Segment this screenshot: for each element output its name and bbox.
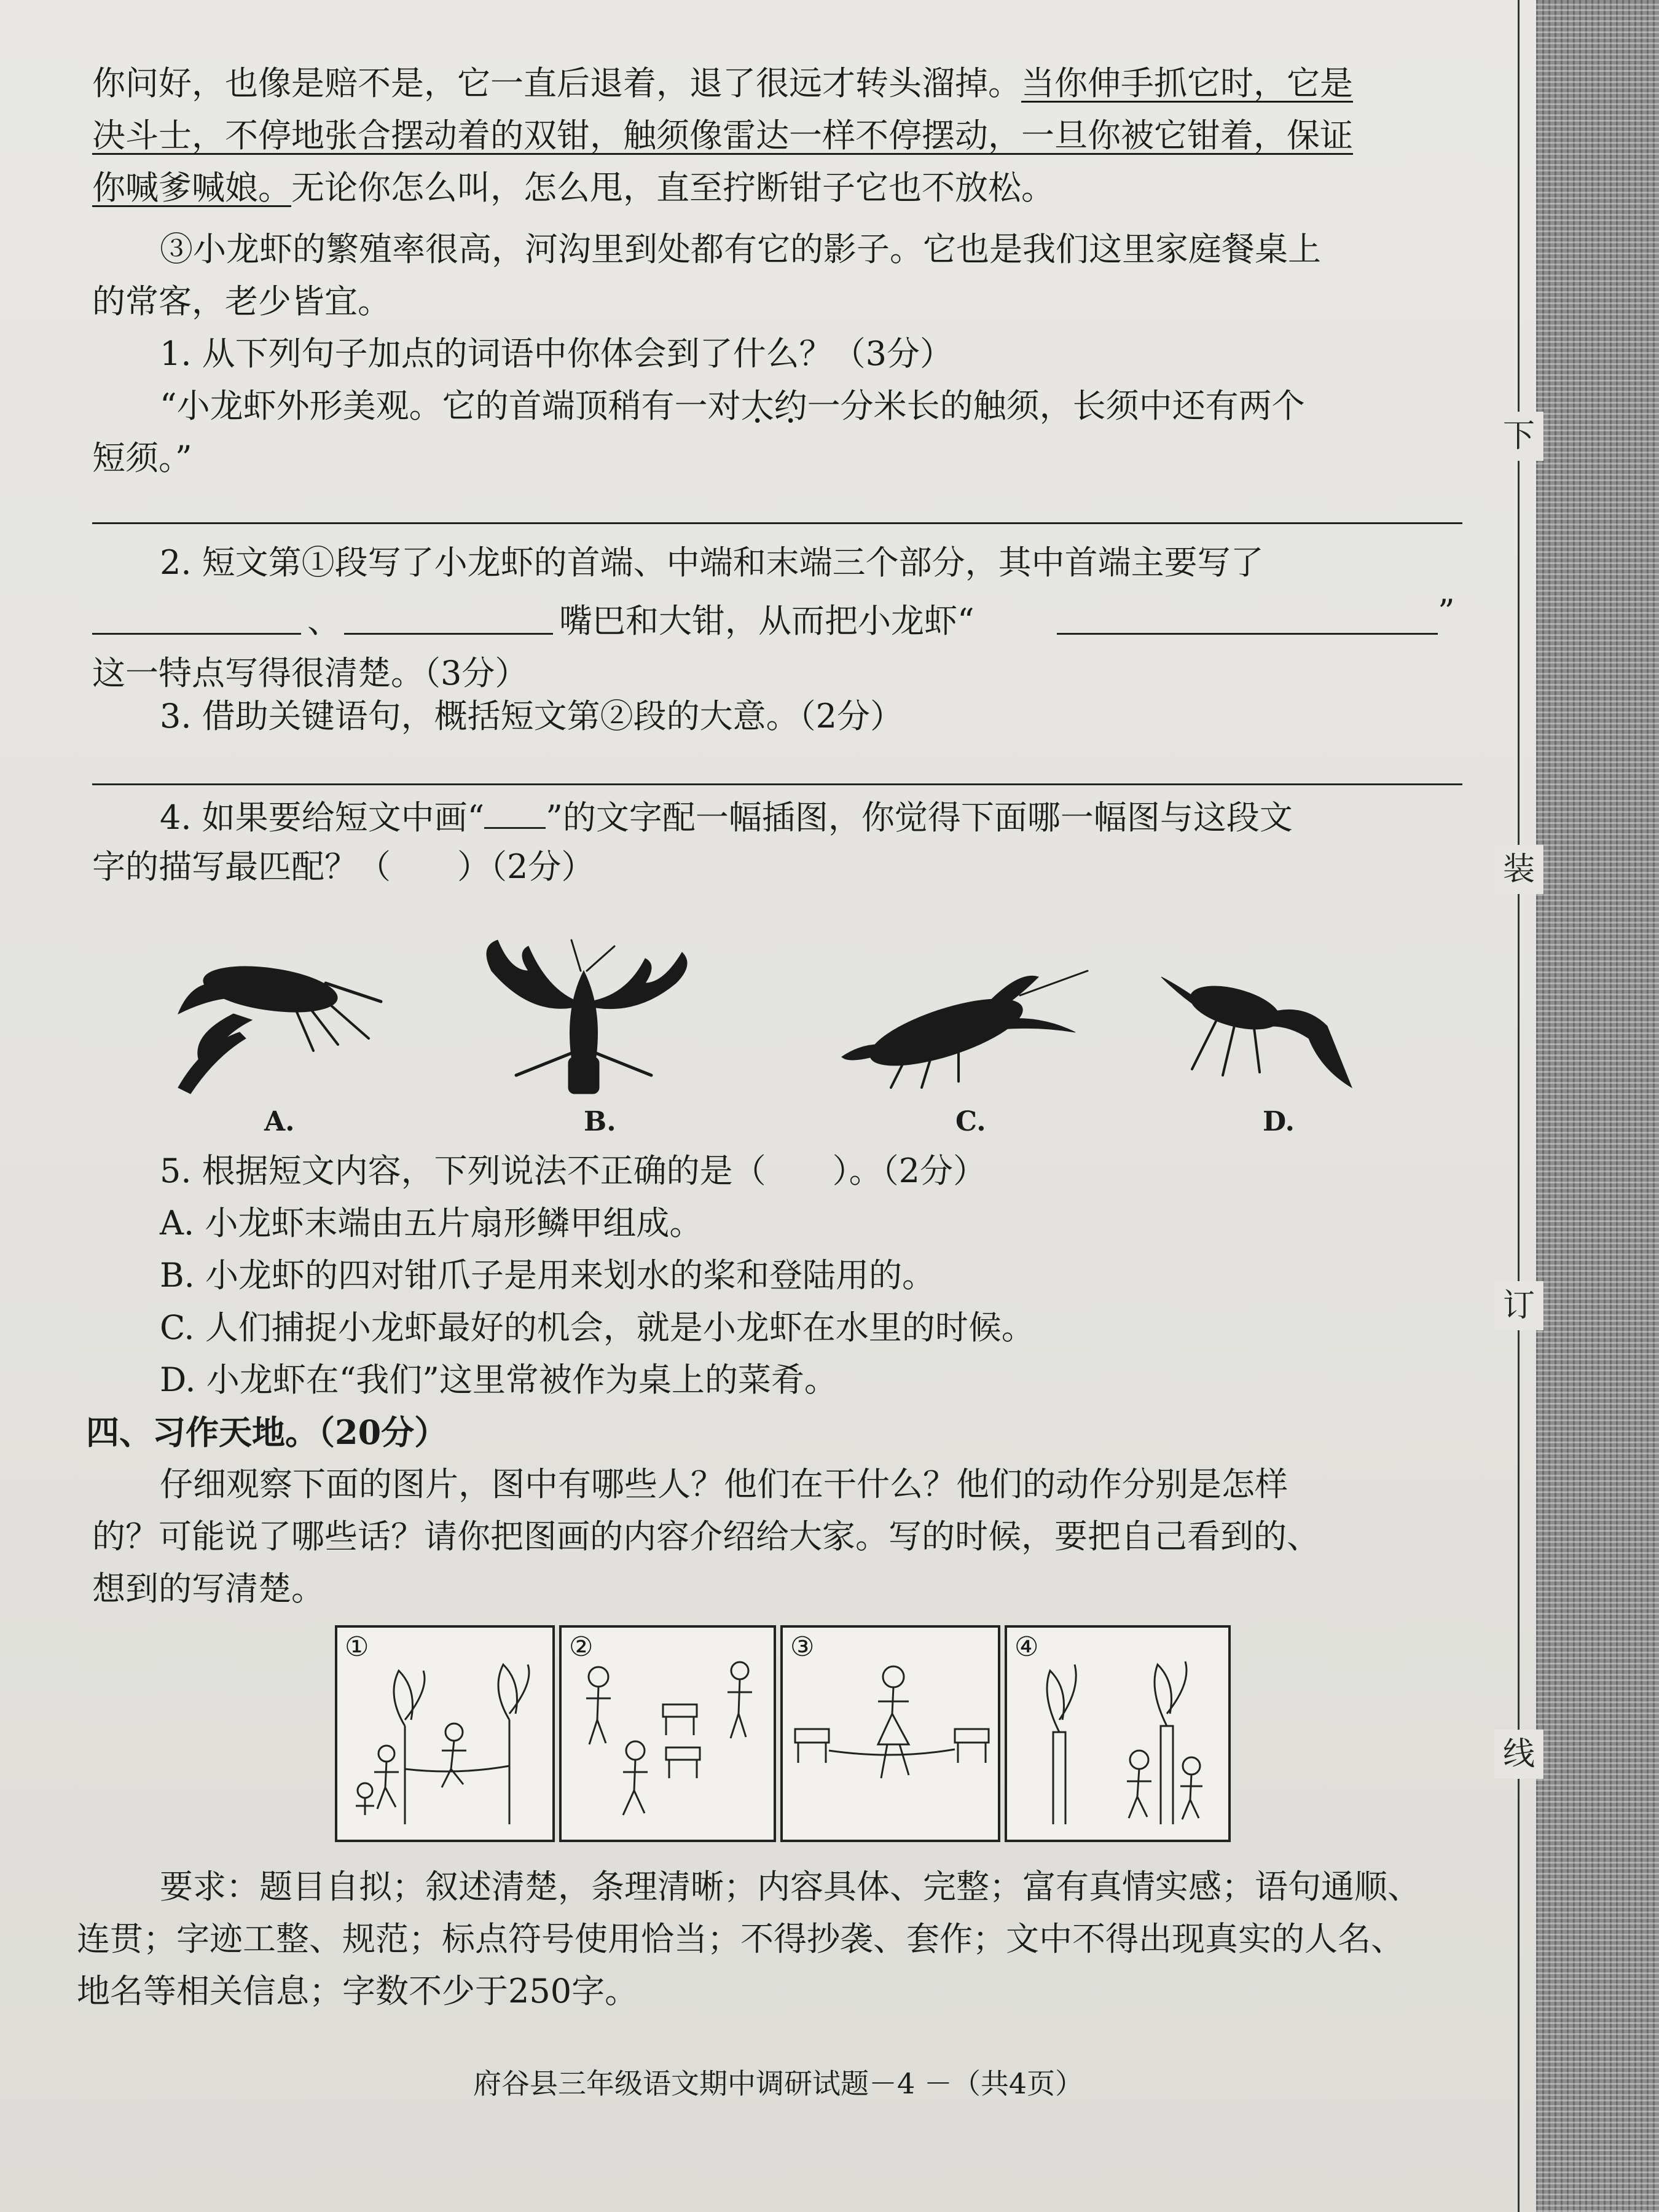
panel-number-2: ②: [569, 1631, 594, 1663]
kids-at-trees-drawing: [1007, 1628, 1228, 1840]
question-4-line-1: 4. 如果要给短文中画“ ”的文字配一幅插图，你觉得下面哪一幅图与这段文: [160, 798, 1293, 837]
comic-panel-3: [780, 1625, 1000, 1842]
question-2-blank-3[interactable]: [1057, 633, 1438, 635]
question-5-option-d[interactable]: D. 小龙虾在“我们”这里常被作为桌上的菜肴。: [160, 1360, 837, 1399]
girl-jumping-rope-drawing: [783, 1628, 998, 1840]
question-1-quote: “小龙虾外形美观。它的首端顶稍有一对大约一分米长的触须，长须中还有两个: [160, 386, 1305, 425]
binding-gutter: [1536, 0, 1659, 2212]
question-5-option-b[interactable]: B. 小龙虾的四对钳爪子是用来划水的桨和登陆用的。: [160, 1256, 936, 1295]
crayfish-image-d[interactable]: [1155, 965, 1358, 1100]
requirements-line-2: 连贯；字迹工整、规范；标点符号使用恰当；不得抄袭、套作；文中不得出现真实的人名、: [77, 1920, 1404, 1958]
passage-para3-line-2: 的常客，老少皆宜。: [92, 282, 391, 321]
question-1-stem: 1. 从下列句子加点的词语中你体会到了什么？（3分）: [160, 334, 954, 373]
panel-number-1: ①: [345, 1631, 369, 1663]
question-3-answer-line[interactable]: [92, 783, 1462, 785]
binding-char-xian: 线: [1494, 1730, 1543, 1779]
comic-panel-2: [559, 1625, 776, 1842]
passage-line-2: 决斗士，不停地张合摆动着的双钳，触须像雷达一样不停摆动，一旦你被它钳着，保证: [92, 116, 1353, 155]
page-footer: 府谷县三年级语文期中调研试题－4 －（共4页）: [473, 2067, 1084, 2100]
question-1-answer-line[interactable]: [92, 522, 1462, 524]
question-5-option-a[interactable]: A. 小龙虾末端由五片扇形鳞甲组成。: [160, 1204, 703, 1242]
comic-panel-4: [1005, 1625, 1231, 1842]
question-5-option-c[interactable]: C. 人们捕捉小龙虾最好的机会，就是小龙虾在水里的时候。: [160, 1308, 1035, 1347]
question-2-line-3: 这一特点写得很清楚。（3分）: [92, 654, 528, 692]
requirements-line-3: 地名等相关信息；字数不少于250字。: [77, 1972, 638, 2010]
kids-tree-rope-drawing: [337, 1628, 552, 1840]
question-2-line-1: 2. 短文第①段写了小龙虾的首端、中端和末端三个部分，其中首端主要写了: [160, 543, 1264, 582]
section-4-prompt-line-1: 仔细观察下面的图片，图中有哪些人？他们在干什么？他们的动作分别是怎样: [160, 1465, 1288, 1504]
question-2-line-2: 嘴巴和大钳，从而把小龙虾“: [559, 602, 975, 640]
section-4-prompt-line-3: 想到的写清楚。: [92, 1569, 324, 1608]
binding-char-ding: 订: [1494, 1281, 1543, 1330]
question-5-stem: 5. 根据短文内容，下列说法不正确的是（ ）。（2分）: [160, 1151, 987, 1190]
comic-panel-1: [335, 1625, 555, 1842]
option-label-a: A.: [264, 1106, 295, 1137]
passage-line-3: 你喊爹喊娘。无论你怎么叫，怎么甩，直至拧断钳子它也不放松。: [92, 168, 1054, 207]
question-2-close-quote: ”: [1438, 592, 1455, 631]
section-4-prompt-line-2: 的？可能说了哪些话？请你把图画的内容介绍给大家。写的时候，要把自己看到的、: [92, 1517, 1320, 1556]
kids-benches-drawing: [562, 1628, 774, 1840]
option-label-b: B.: [584, 1106, 616, 1137]
requirements-line-1: 要求：题目自拟；叙述清楚，条理清晰；内容具体、完整；富有真情实感；语句通顺、: [160, 1867, 1421, 1906]
section-4-title: 四、习作天地。（20分）: [86, 1413, 448, 1452]
question-3-stem: 3. 借助关键语句，概括短文第②段的大意。（2分）: [160, 697, 904, 735]
passage-line-1: 你问好，也像是赔不是，它一直后退着，退了很远才转头溜掉。当你伸手抓它时，它是: [92, 64, 1353, 103]
crayfish-image-b[interactable]: [455, 934, 713, 1100]
question-2-blank-2[interactable]: [344, 633, 553, 635]
crayfish-image-c[interactable]: [836, 959, 1094, 1100]
question-2-separator: 、: [307, 602, 340, 640]
crayfish-image-a[interactable]: [166, 946, 387, 1106]
question-2-blank-1[interactable]: [92, 633, 301, 635]
option-label-c: C.: [955, 1106, 986, 1137]
panel-number-3: ③: [790, 1631, 815, 1663]
question-1-quote-line-2: 短须。”: [92, 439, 192, 477]
question-4-line-2: 字的描写最匹配？（ ）（2分）: [92, 847, 595, 886]
option-label-d: D.: [1263, 1106, 1295, 1137]
panel-number-4: ④: [1014, 1631, 1039, 1663]
binding-char-xia: 下: [1494, 412, 1543, 461]
binding-char-zhuang: 装: [1494, 845, 1543, 894]
binding-line: [1518, 0, 1520, 2212]
passage-para3-line-1: ③小龙虾的繁殖率很高，河沟里到处都有它的影子。它也是我们这里家庭餐桌上: [160, 230, 1321, 269]
